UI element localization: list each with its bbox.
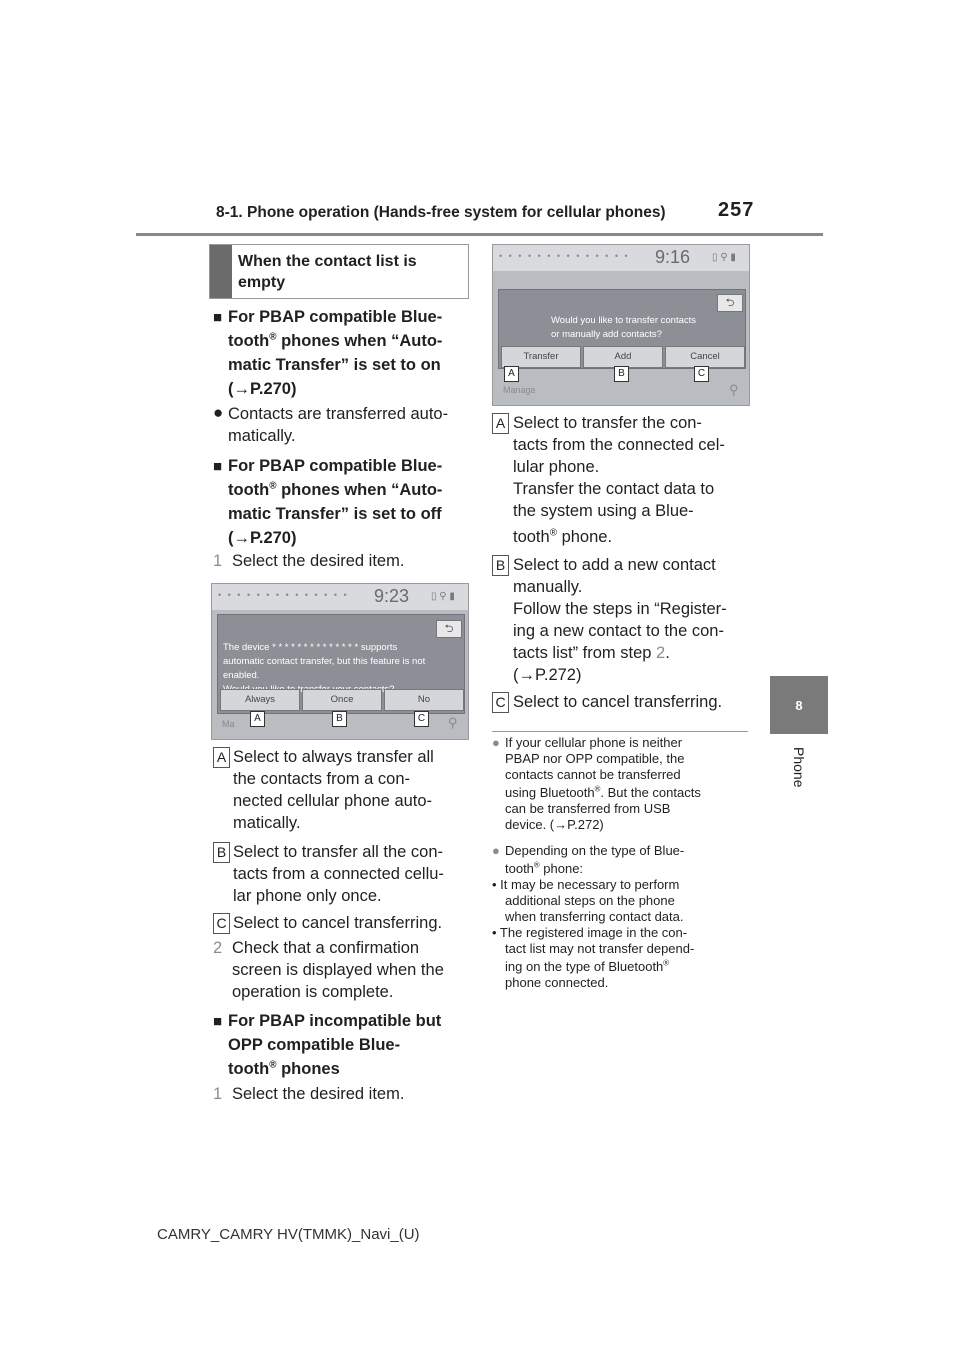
screen-bottom-label: Manage [503,385,536,395]
search-icon: ⚲ [448,715,458,730]
callout-c: C [694,366,709,382]
add-button[interactable]: Add [583,346,663,368]
label-a: A [492,413,509,434]
label-c: C [492,692,509,713]
callout-a: A [504,366,519,382]
dialog-message: Would you like to transfer contacts or manually add contacts? [551,315,697,340]
section-heading: When the contact list is empty [238,253,417,291]
search-icon: ⚲ [729,382,739,397]
item-a-transfer: A Select to transfer the con- tacts from the connected cel- lular phone. Transfer the contact data to the system using a Blue- tooth® phone. [492,412,752,548]
transfer-button[interactable]: Transfer [501,346,581,368]
device-name-dots: • • • • • • • • • • • • • • [218,590,349,600]
bullet-contacts-transferred: ● Contacts are transferred auto- matically. [213,403,449,445]
label-b: B [213,842,230,863]
label-b: B [492,555,509,576]
document-footer: CAMRY_CAMRY HV(TMMK)_Navi_(U) [157,1226,420,1243]
back-icon[interactable]: ⮌ [717,294,743,312]
step-1: 1 Select the desired item. [213,552,405,570]
item-a-always: A Select to always transfer all the contacts from a con- nected cellular phone auto- matically. [213,746,473,834]
chapter-tab: 8 [770,676,828,734]
subheading-auto-transfer-off: ■ For PBAP compatible Blue- tooth® phones when “Auto- matic Transfer” is set to off (→P.270) [213,457,443,547]
label-a: A [213,747,230,768]
item-c-cancel: C Select to cancel transferring. [492,691,762,713]
screen-clock: 9:16 [655,247,691,267]
status-icons: ▯ ⚲ ▮ [712,252,736,263]
status-icons: ▯ ⚲ ▮ [431,591,455,602]
callout-a: A [250,711,265,727]
page-number: 257 [718,199,755,221]
notes-divider [492,731,748,732]
chapter-title: 8-1. Phone operation (Hands-free system for cellular phones) [216,204,666,221]
section-heading-bar [210,245,232,298]
section-heading-box [209,244,469,299]
callout-b: B [614,366,629,382]
header-rule [136,233,823,236]
note-depending-on-phone: ● Depending on the type of Blue- tooth® phone: • It may be necessary to perform additional steps on the phone when transferring contact data. • The registered image in the con- tact list may not transfer depend- ing on the type of Bluetooth® phone connected. [492,843,695,990]
screen-auto-transfer-prompt [211,583,469,740]
no-button[interactable]: No [384,689,464,711]
transfer-dialog [217,614,465,714]
callout-c: C [414,711,429,727]
screen-clock: 9:23 [374,586,410,606]
note-incompatible-phone: ● If your cellular phone is neither PBAP nor OPP compatible, the contacts cannot be transferred using Bluetooth®. But the contacts can be transferred from USB device. (→P.272) [492,735,701,832]
back-icon[interactable]: ⮌ [436,620,462,638]
item-c-cancel: C Select to cancel transferring. [213,912,473,934]
label-c: C [213,913,230,934]
dialog-message: The device * * * * * * * * * * * * * * supports automatic contact transfer, but this feature is not enabled. [223,642,426,681]
step-2: 2 Check that a confirmation screen is displayed when the operation is complete. [213,939,444,1001]
subheading-opp-compatible: ■ For PBAP incompatible but OPP compatible Blue- tooth® phones [213,1012,442,1078]
always-button[interactable]: Always [220,689,300,711]
subheading-auto-transfer-on: ■ For PBAP compatible Blue- tooth® phones when “Auto- matic Transfer” is set to on (→P.270) [213,308,443,398]
device-name-dots: • • • • • • • • • • • • • • [499,251,630,261]
transfer-dialog [498,289,746,369]
chapter-tab-label: Phone [791,747,807,788]
step-1-opp: 1 Select the desired item. [213,1085,405,1103]
item-b-add: B Select to add a new contact manually. Follow the steps in “Register- ing a new contact to the con- tacts list” from step 2. (→P.272) [492,554,752,686]
screen-bottom-label: Ma [222,719,235,729]
item-b-once: B Select to transfer all the con- tacts from a connected cellu- lar phone only once. [213,841,473,907]
cancel-button[interactable]: Cancel [665,346,745,368]
callout-b: B [332,711,347,727]
screen-transfer-or-add [492,244,750,406]
once-button[interactable]: Once [302,689,382,711]
